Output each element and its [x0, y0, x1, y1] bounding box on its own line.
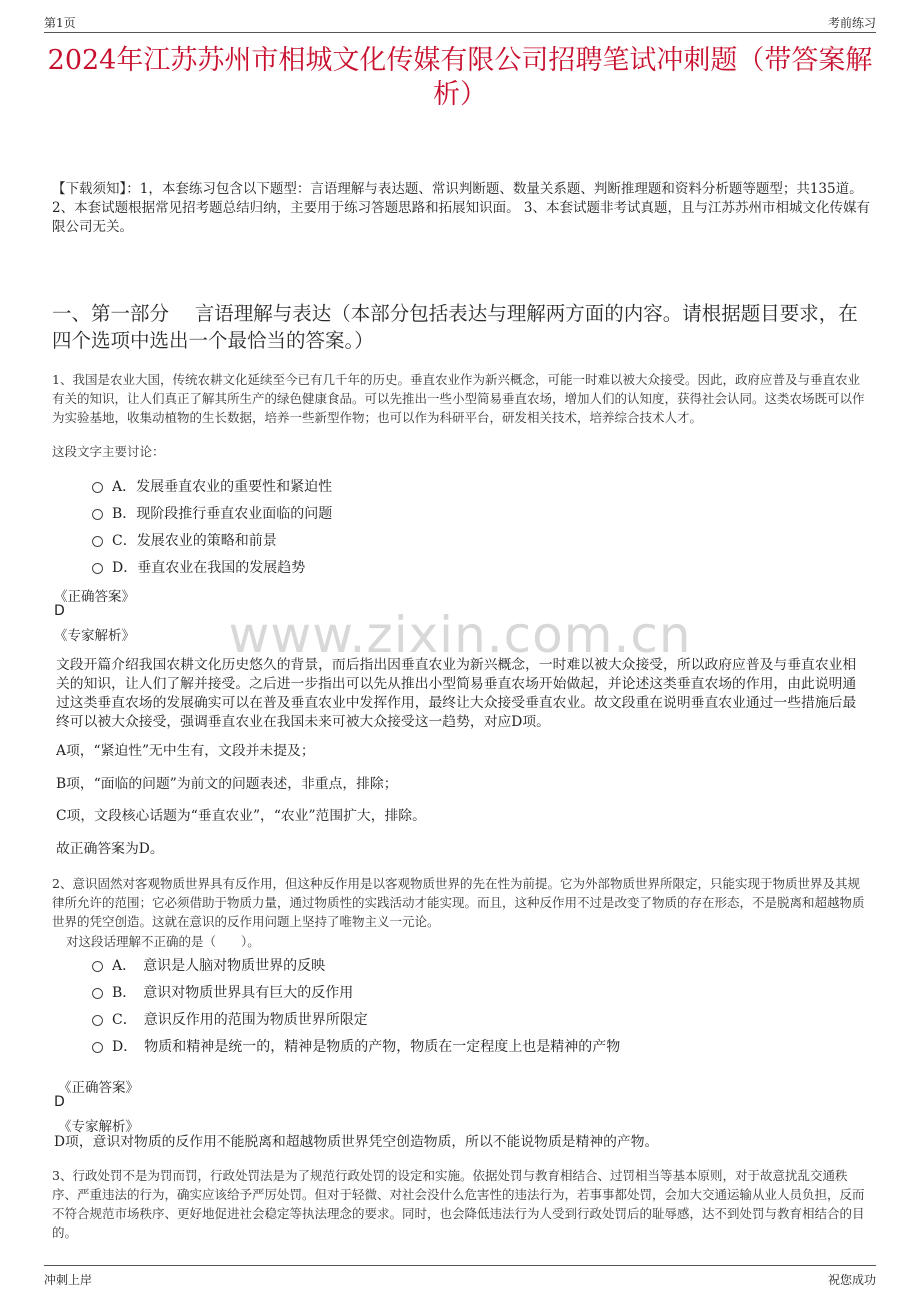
- question-1-option-a[interactable]: A．发展垂直农业的重要性和紧迫性: [92, 476, 332, 496]
- question-2-answer-label: 《正确答案》: [58, 1080, 139, 1096]
- question-1-note-c: C项，文段核心话题为“垂直农业”，“农业”范围扩大，排除。: [56, 808, 426, 824]
- question-1-option-d[interactable]: D．垂直农业在我国的发展趋势: [92, 557, 305, 577]
- page-footer: [44, 1265, 876, 1288]
- question-1-option-c[interactable]: C．发展农业的策略和前景: [92, 530, 277, 550]
- question-2-analysis-label: 《专家解析》: [58, 1119, 139, 1135]
- question-2-option-a[interactable]: A． 意识是人脑对物质世界的反映: [92, 955, 325, 975]
- question-2-prompt: 对这段话理解不正确的是（ ）。: [66, 934, 260, 949]
- header-tag: 考前练习: [827, 16, 876, 30]
- radio-icon: [92, 961, 103, 972]
- question-1-answer: D: [54, 603, 65, 619]
- section-title: 一、第一部分 言语理解与表达（本部分包括表达与理解两方面的内容。请根据题目要求，在四个选项中选出一个最恰当的答案。）: [52, 302, 858, 352]
- question-1-note-a: A项，“紧迫性”无中生有，文段并未提及；: [56, 743, 315, 759]
- question-1-conclusion: 故正确答案为D。: [56, 841, 164, 857]
- radio-icon: [92, 1042, 103, 1053]
- question-1-note-b: B项，“面临的问题”为前文的问题表述，非重点，排除；: [56, 776, 398, 792]
- page-number: 第1页: [44, 16, 76, 30]
- radio-icon: [92, 1015, 103, 1026]
- document-title: 2024年江苏苏州市相城文化传媒有限公司招聘笔试冲刺题（带答案解析）: [47, 45, 873, 110]
- page-header: [44, 10, 876, 33]
- radio-icon: [92, 482, 103, 493]
- question-2-answer: D: [54, 1094, 65, 1110]
- radio-icon: [92, 536, 103, 547]
- question-2-option-b[interactable]: B． 意识对物质世界具有巨大的反作用: [92, 982, 353, 1002]
- question-1-answer-label: 《正确答案》: [54, 589, 135, 605]
- question-1-stem: 1、我国是农业大国，传统农耕文化延续至今已有几千年的历史。垂直农业作为新兴概念，可能一时难以被大众接受。因此，政府应普及与垂直农业有关的知识，让人们真正了解其所生产的绿色健康食品。可以先推出一些小型简易垂直农场，增加人们的认知度，获得社会认同。这类农场既可以作为实验基地，收集动植物的生长数据，培养一些新型作物；也可以作为科研平台，研发相关技术，培养综合技术人才。: [52, 372, 865, 425]
- download-notice: 【下载须知】：1，本套练习包含以下题型：言语理解与表达题、常识判断题、数量关系题、判断推理题和资料分析题等题型；共135道。 2、本套试题根据常见招考题总结归纳，主要用于练习答题思路和拓展知识面。 3、本套试题非考试真题，且与江苏苏州市相城文化传媒有限公司无关。: [52, 181, 870, 235]
- question-2-stem: 2、意识固然对客观物质世界具有反作用，但这种反作用是以客观物质世界的先在性为前提。它为外部物质世界所限定，只能实现于物质世界及其规律所允许的范围；它必须借助于物质力量，通过物质性的实践活动才能实现。而且，这种反作用不过是改变了物质的存在形态，不是脱离和超越物质世界的凭空创造。这就在意识的反作用问题上坚持了唯物主义一元论。: [52, 876, 865, 929]
- question-1-analysis-label: 《专家解析》: [54, 628, 135, 644]
- question-2-option-c[interactable]: C． 意识反作用的范围为物质世界所限定: [92, 1009, 368, 1029]
- footer-right-text: 祝您成功: [827, 1273, 876, 1287]
- question-2-analysis: D项，意识对物质的反作用不能脱离和超越物质世界凭空创造物质，所以不能说物质是精神的产物。: [54, 1134, 659, 1150]
- question-3-stem: 3、行政处罚不是为罚而罚，行政处罚法是为了规范行政处罚的设定和实施。依据处罚与教育相结合、过罚相当等基本原则，对于故意扰乱交通秩序、严重违法的行为，确实应该给予严厉处罚。但对于轻微、对社会没什么危害性的违法行为，若事事都处罚，会加大交通运输从业人员负担，反而不符合规范市场秩序、更好地促进社会稳定等执法理念的要求。同时，也会降低违法行为人受到行政处罚后的耻辱感，达不到处罚与教育相结合的目的。: [52, 1168, 865, 1240]
- question-1-prompt: 这段文字主要讨论：: [52, 444, 165, 459]
- radio-icon: [92, 988, 103, 999]
- question-2-option-d[interactable]: D． 物质和精神是统一的，精神是物质的产物，物质在一定程度上也是精神的产物: [92, 1036, 620, 1056]
- radio-icon: [92, 509, 103, 520]
- radio-icon: [92, 563, 103, 574]
- footer-left-text: 冲刺上岸: [44, 1273, 93, 1287]
- question-1-option-b[interactable]: B．现阶段推行垂直农业面临的问题: [92, 503, 332, 523]
- watermark: www.zixin.com.cn: [228, 606, 692, 664]
- question-1-analysis: 文段开篇介绍我国农耕文化历史悠久的背景，而后指出因垂直农业为新兴概念，一时难以被大众接受，所以政府应普及与垂直农业相关的知识，让人们了解并接受。之后进一步指出可以先从推出小型简易垂直农场开始做起，并论述这类垂直农场的作用，由此说明通过这类垂直农场的发展确实可以在普及垂直农业中发挥作用，最终让大众接受垂直农业。故文段重在说明垂直农业通过一些措施后最终可以被大众接受，强调垂直农业在我国未来可被大众接受这一趋势，对应D项。: [56, 657, 857, 730]
